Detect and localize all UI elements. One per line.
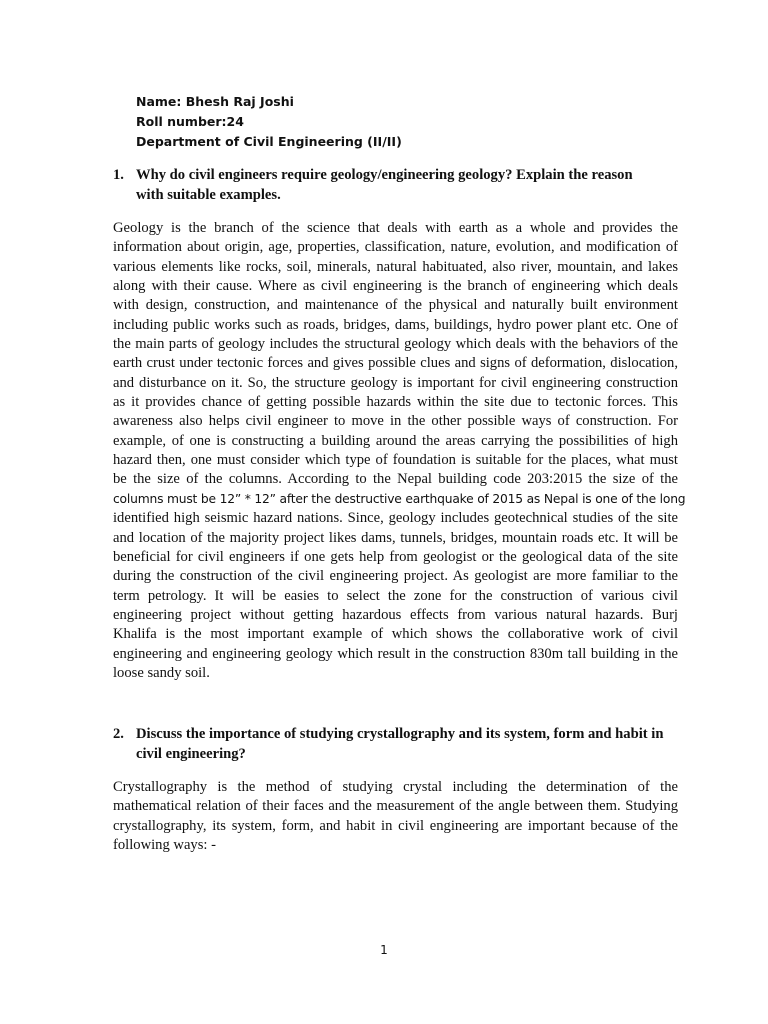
author-name: Name: Bhesh Raj Joshi <box>136 94 294 109</box>
answer-1-line: columns must be 12” * 12” after the destructive earthquake of 2015 as Nepal is one of the long <box>113 491 686 506</box>
answer-1-line: term petrology. It will be easies to select the zone for the construction of various civil <box>113 587 678 604</box>
answer-2-line: crystallography, its system, form, and habit in civil engineering are important because of the <box>113 817 678 834</box>
department: Department of Civil Engineering (II/II) <box>136 134 402 149</box>
answer-1-line: Geology is the branch of the science that deals with earth as a whole and provides the <box>113 220 678 236</box>
answer-1-line: including public works such as roads, bridges, dams, buildings, hydro power plant etc. One of <box>113 316 678 333</box>
answer-2-line: Crystallography is the method of studying crystal including the determination of the <box>113 779 678 795</box>
answer-1-line: identified high seismic hazard nations. Since, geology includes geotechnical studies of the site <box>113 510 678 527</box>
answer-1-line: the main parts of geology includes the structural geology which deals with the behaviors of the <box>113 336 678 353</box>
question-1-number: 1. <box>113 167 124 183</box>
question-1 <box>113 166 683 205</box>
answer-1-line: be the size of the columns. According to the Nepal building code 203:2015 the size of the <box>113 471 678 488</box>
answer-1-line: earth crust under tectonic forces and gives possible clues and signs of deformation, dislocation, <box>113 355 678 372</box>
answer-1-line: as it provides chance of getting possible hazards within the site due to tectonic forces. This <box>113 394 678 411</box>
question-2-line-2: civil engineering? <box>136 745 246 762</box>
answer-1-paragraph <box>113 219 686 683</box>
answer-1-line: example, of one is constructing a building around the areas carrying the possibilities of high <box>113 432 678 449</box>
answer-1-line: various elements like rocks, soil, minerals, natural habituated, also river, mountain, and lakes <box>113 258 678 275</box>
answer-2-line: mathematical relation of their faces and the measurement of the angle between them. Studying <box>113 798 678 815</box>
answer-2-paragraph <box>113 778 678 855</box>
question-2 <box>113 725 683 764</box>
answer-1-line: engineering project without getting hazardous effects from various natural hazards. Burj <box>113 606 678 623</box>
page-number: 1 <box>380 943 388 957</box>
question-1-line-2: with suitable examples. <box>136 186 281 203</box>
question-2-number: 2. <box>113 726 124 742</box>
answer-1-line: information about origin, age, properties, classification, nature, evolution, and modification of <box>113 239 678 256</box>
answer-1-line: and location of the majority project likes dams, tunnels, bridges, mountain roads etc. It will be <box>113 529 678 546</box>
answer-1-line: during the construction of the civil engineering project. As geologist are more familiar to the <box>113 568 678 585</box>
answer-2-line: following ways: - <box>113 837 216 854</box>
answer-1-line: hazard then, one must consider which type of foundation is suitable for the places, what must <box>113 452 678 469</box>
roll-number: Roll number:24 <box>136 114 244 129</box>
answer-1-line: with design, construction, and maintenance of the physical and naturally built environment <box>113 297 678 314</box>
answer-1-line: loose sandy soil. <box>113 664 210 681</box>
answer-1-line: along with their cause. Where as civil engineering is the branch of engineering which deals <box>113 278 678 295</box>
answer-1-line: Khalifa is the most important example of which shows the collaborative work of civil <box>113 626 678 643</box>
author-header <box>136 92 656 152</box>
question-1-line-1: Why do civil engineers require geology/engineering geology? Explain the reason <box>136 167 633 183</box>
answer-1-line: beneficial for civil engineers if one gets help from geologist or the geological data of the site <box>113 548 678 565</box>
answer-1-line: engineering and engineering geology which result in the construction 830m tall building in the <box>113 645 678 662</box>
answer-1-line: awareness also helps civil engineer to move in the other possible ways of construction. For <box>113 413 678 430</box>
answer-1-line: and disturbance on it. So, the structure geology is important for civil engineering construction <box>113 374 678 391</box>
question-2-line-1: Discuss the importance of studying crystallography and its system, form and habit in <box>136 726 664 742</box>
